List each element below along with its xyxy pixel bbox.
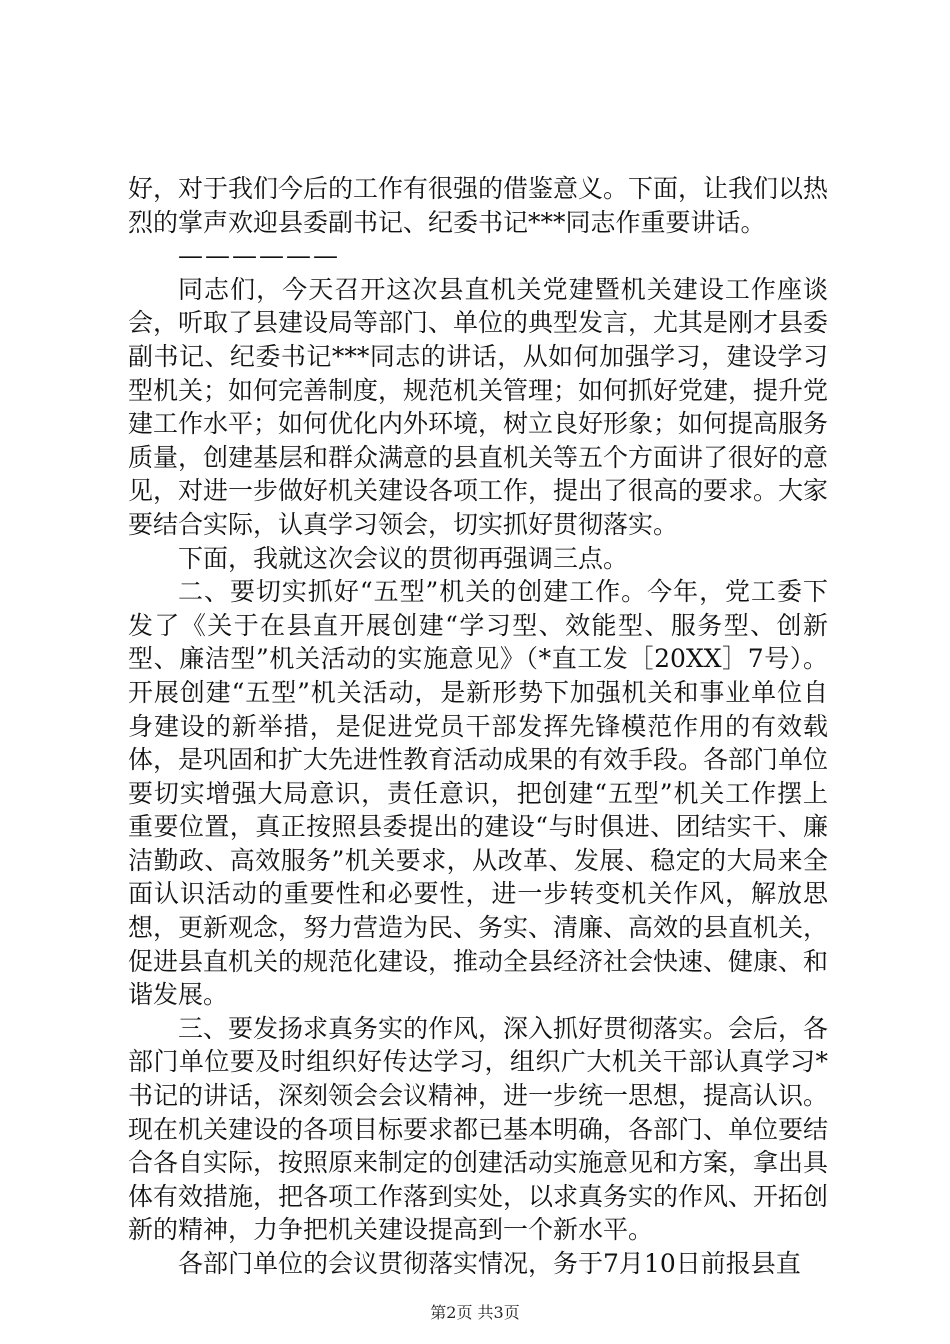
paragraph-3: 下面，我就这次会议的贯彻再强调三点。 <box>178 543 629 573</box>
dash-separator: —————— <box>178 241 340 271</box>
paragraph-1: 好，对于我们今后的工作有很强的借鉴意义。下面，让我们以热烈的掌声欢迎县委副书记、纪委书记***同志作重要讲话。 <box>128 174 829 237</box>
page-number-footer: 第2页 共3页 <box>430 1303 520 1322</box>
paragraph-4: 二、要切实抓好“五型”机关的创建工作。今年，党工委下发了《关于在县直开展创建“学习型、效能型、服务型、创新型、廉洁型”机关活动的实施意见》（*直工发［20XX］7号）。开展创建“五型”机关活动，是新形势下加强机关和事业单位自身建设的新举措，是促进党员干部发挥先锋模范作用的有效载体，是巩固和扩大先进性教育活动成果的有效手段。各部门单位要切实增强大局意识，责任意识，把创建“五型”机关工作摆上重要位置，真正按照县委提出的建设“与时俱进、团结实干、廉洁勤政、高效服务”机关要求，从改革、发展、稳定的大局来全面认识活动的重要性和必要性，进一步转变机关作风，解放思想，更新观念，努力营造为民、务实、清廉、高效的县直机关，促进县直机关的规范化建设，推动全县经济社会快速、健康、和谐发展。 <box>128 577 829 1010</box>
document-body <box>128 172 828 1281</box>
paragraph-2: 同志们，今天召开这次县直机关党建暨机关建设工作座谈会，听取了县建设局等部门、单位的典型发言，尤其是刚才县委副书记、纪委书记***同志的讲话，从如何加强学习，建设学习型机关；如何完善制度，规范机关管理；如何抓好党建，提升党建工作水平；如何优化内外环境，树立良好形象；如何提高服务质量，创建基层和群众满意的县直机关等五个方面讲了很好的意见，对进一步做好机关建设各项工作，提出了很高的要求。大家要结合实际，认真学习领会，切实抓好贯彻落实。 <box>128 274 829 539</box>
paragraph-6: 各部门单位的会议贯彻落实情况，务于7月10日前报县直 <box>178 1249 801 1278</box>
paragraph-5: 三、要发扬求真务实的作风，深入抓好贯彻落实。会后，各部门单位要及时组织好传达学习，组织广大机关干部认真学习*书记的讲话，深刻领会会议精神，进一步统一思想，提高认识。现在机关建设的各项目标要求都已基本明确，各部门、单位要结合各自实际，按照原来制定的创建活动实施意见和方案，拿出具体有效措施，把各项工作落到实处，以求真务实的作风、开拓创新的精神，力争把机关建设提高到一个新水平。 <box>128 1013 829 1245</box>
